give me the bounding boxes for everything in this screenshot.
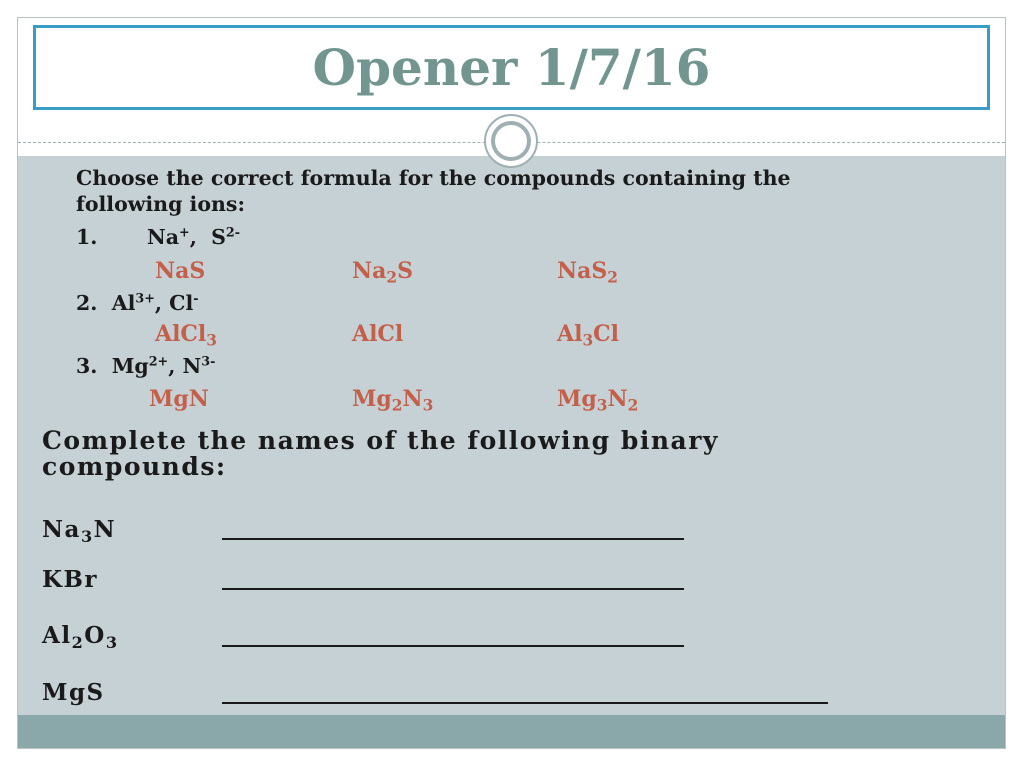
title-box (33, 25, 990, 110)
formula-subscript: 2 (71, 632, 85, 652)
formula-text: Al (42, 622, 72, 649)
compound-3-formula (42, 622, 119, 652)
formula-text: N (402, 386, 423, 412)
compound-2-answer-blank[interactable] (222, 588, 684, 590)
question-1-option-b[interactable] (352, 258, 413, 287)
question-2-number: 2. (76, 291, 98, 315)
question-3-option-b[interactable] (352, 386, 434, 415)
compound-4-formula (42, 679, 105, 706)
ion-charge: - (193, 290, 199, 306)
question-2-option-c[interactable] (557, 321, 620, 350)
formula-subscript: 2 (391, 396, 403, 415)
compound-3-answer-blank[interactable] (222, 645, 684, 647)
instruction-line-2: following ions: (76, 192, 246, 216)
footer-bar (18, 715, 1005, 748)
formula-subscript: 2 (607, 268, 618, 287)
ion-symbol: Mg (111, 354, 149, 378)
formula-text: Mg (557, 386, 597, 412)
ion-symbol: S (211, 225, 226, 249)
formula-text: Al (557, 321, 583, 347)
formula-subscript: 3 (105, 632, 119, 652)
formula-text: Na (42, 516, 81, 543)
formula-subscript: 3 (206, 331, 218, 350)
formula-text: AlCl (352, 321, 404, 347)
divider-ornament-icon (484, 114, 538, 168)
formula-subscript: 3 (422, 396, 434, 415)
question-3-option-a[interactable] (149, 386, 209, 412)
question-2-option-a[interactable] (155, 321, 218, 350)
ion-charge: 3+ (135, 290, 155, 306)
question-1-ions: Na+, $S^{2-}$ (147, 224, 241, 249)
instruction-line-1: Choose the correct formula for the compounds containing the (76, 166, 791, 190)
compound-1-formula (42, 516, 117, 546)
compound-2-formula (42, 566, 98, 593)
ion-charge: + (179, 224, 190, 240)
question-1-option-a[interactable] (155, 258, 205, 284)
question-3-ions: 3. $Mg^{2+}$, $N^{3-}$ (76, 353, 216, 378)
compound-1-answer-blank[interactable] (222, 538, 684, 540)
question-1-option-c[interactable] (557, 258, 618, 287)
slide-title: Opener 1/7/16 (312, 38, 711, 97)
formula-text: MgN (149, 386, 209, 412)
formula-text: AlCl (155, 321, 207, 347)
formula-subscript: 3 (596, 396, 608, 415)
formula-text: O (84, 622, 106, 649)
ion-symbol: N (182, 354, 202, 378)
ion-charge: 3- (201, 353, 216, 369)
ion-symbol: Na (147, 225, 180, 249)
ion-symbol: Al (111, 291, 136, 315)
names-heading-line-1: Complete the names of the following binary (42, 426, 719, 455)
formula-text: NaS (155, 258, 206, 284)
formula-subscript: 3 (582, 331, 594, 350)
formula-subscript: 2 (627, 396, 639, 415)
question-3-number: 3. (76, 354, 98, 378)
formula-text: NaS (557, 258, 608, 284)
formula-text: Cl (593, 321, 620, 347)
question-3-option-c[interactable] (557, 386, 639, 415)
names-heading-line-2: compounds: (42, 452, 227, 481)
formula-text: KBr (42, 566, 99, 593)
formula-text: N (93, 516, 117, 543)
question-1-number: 1. (76, 225, 98, 249)
formula-subscript: 3 (80, 526, 94, 546)
question-2-ions: 2. $Al^{3+}$, Cl- (76, 290, 199, 315)
ion-charge: 2+ (148, 353, 169, 369)
compound-4-answer-blank[interactable] (222, 702, 828, 704)
formula-subscript: 2 (386, 268, 398, 287)
ion-symbol: Cl (169, 291, 194, 315)
formula-text: MgS (42, 679, 105, 706)
question-2-option-b[interactable] (352, 321, 403, 347)
formula-text: N (607, 386, 628, 412)
formula-text: S (397, 258, 413, 284)
ion-charge: 2- (225, 224, 241, 240)
formula-text: Mg (352, 386, 392, 412)
formula-text: Na (352, 258, 387, 284)
